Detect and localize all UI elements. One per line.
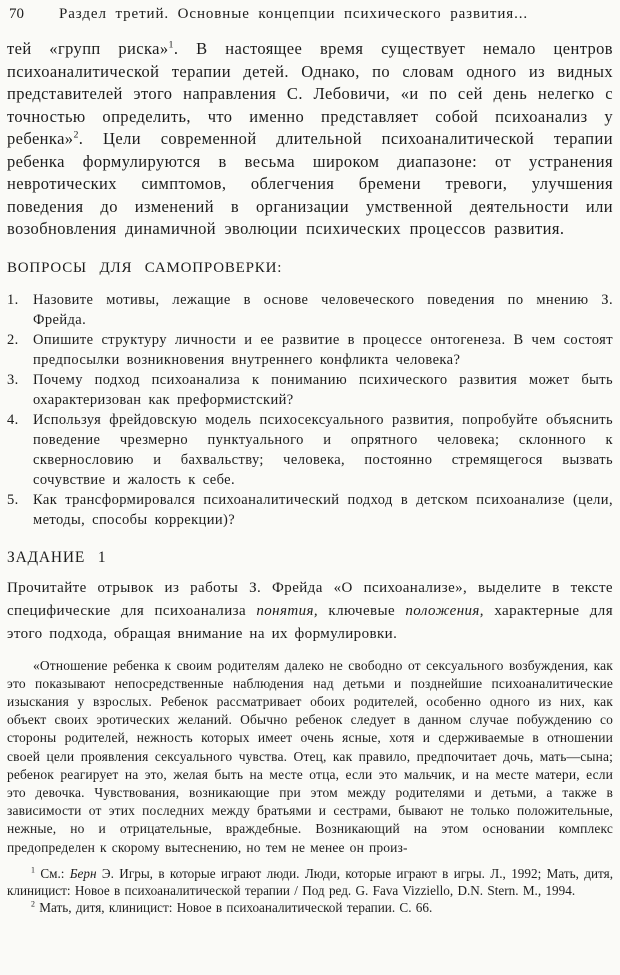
question-item <box>7 490 613 530</box>
question-text: Используя фрейдовскую модель психосексуального развития, попробуйте объяснить поведение чрезмерно пунктуального и опрятного человека; склонного к сквернословию и бахвальству; человека, постоянно стремящегося вызвать сочувствие и жалость к себе. <box>33 411 613 488</box>
question-text: Почему подход психоанализа к пониманию психического развития может быть охарактеризован как преформистский? <box>33 371 613 408</box>
freud-quote-paragraph: «Отношение ребенка к своим родителям далеко не свободно от сексуального возбуждения, как это показывают непосредственные наблюдения над детьми и позднейшие психоаналитические изыскания у взрослых. Ребенок рассматривает обоих родителей, особенно одного из них, как объект своих эротических желаний. Обычно ребенок следует в данном случае побуждению со стороны родителей, нежность которых имеет очень ясные, хотя и сдерживаемые в отношении своей цели проявления сексуального чувства. Отец, как правило, предпочитает дочь, мать—сына; ребенок реагирует на это, желая быть на месте отца, если это мальчик, и на месте матери, если это девочка. Чувствования, возникающие при этом между родителями и детьми, а также в зависимости от этих последних между братьями и сестрами, бывают не только положительные, нежные, но и отрицательные, враждебные. Возникающий на этом основании комплекс предопределен к скорому вытеснению, но тем не менее он произ- <box>7 657 613 855</box>
self-check-heading: ВОПРОСЫ ДЛЯ САМОПРОВЕРКИ: <box>7 259 283 276</box>
question-text: Назовите мотивы, лежащие в основе человеческого поведения по мнению З. Фрейда. <box>33 291 613 328</box>
footnote-2-text: Мать, дитя, клиницист: Новое в психоаналитической терапии. С. 66. <box>34 899 433 915</box>
question-item <box>7 410 613 490</box>
intro-paragraph <box>7 38 613 241</box>
task-heading: ЗАДАНИЕ 1 <box>7 548 107 566</box>
running-title: Раздел третий. Основные концепции психического развития... <box>59 6 529 22</box>
instruction-text-1: Прочитайте отрывок из работы З. Фрейда «О психоанализе», выделите в тексте специфические для психоанализа <box>7 579 613 619</box>
intro-text-2: . В настоящее время существует немало центров психоаналитической терапии детей. Однако, по словам одного из видных представителей этого направления С. Лебовичи, «и по сей день нелегко с точностью определить, что именно представляет собой психоанализ у ребенка» <box>7 39 613 148</box>
questions-list <box>7 290 613 530</box>
question-number: 1. <box>7 291 19 308</box>
footnotes-block <box>7 865 613 916</box>
instruction-text-2: ключевые <box>318 602 406 619</box>
question-number: 5. <box>7 491 19 508</box>
footnote-1-author: Берн <box>69 865 97 881</box>
question-item <box>7 330 613 370</box>
intro-text-1: тей «групп риска» <box>7 39 169 58</box>
footnote-marker-1: 1 <box>168 39 174 51</box>
question-number: 2. <box>7 331 19 348</box>
question-text: Опишите структуру личности и ее развитие в процессе онтогенеза. В чем состоят предпосылки возникновения внутреннего конфликта человека? <box>33 331 613 368</box>
question-item <box>7 290 613 330</box>
instruction-term-concepts: понятия, <box>256 602 319 619</box>
footnote-1-marker: 1 <box>31 865 35 875</box>
intro-text-3: . Цели современной длительной психоаналитической терапии ребенка формулируются в весьма широком диапазоне: от устранения невротических симптомов, облегчения бремени тревоги, улучшения поведения до изменений в организации умственной деятельности или возобновления динамичной эволюции психических процессов развития. <box>7 129 613 238</box>
footnote-marker-2: 2 <box>73 129 79 141</box>
footnote-1-text-2: Э. Игры, в которые играют люди. Люди, которые играют в игры. Л., 1992; Мать, дитя, клиницист: Новое в психоаналитической терапии / Под ред. G. Fava Vizziello, D.N. Stern. М., 1994. <box>7 865 613 898</box>
question-text: Как трансформировался психоаналитический подход в детском психоанализе (цели, методы, способы коррекции)? <box>33 491 613 528</box>
question-item <box>7 370 613 410</box>
instruction-text-3: характерные для этого подхода, обращая внимание на их формулировки. <box>7 602 613 642</box>
footnote-1 <box>7 865 613 899</box>
footnote-1-text-1: См.: <box>34 865 70 881</box>
instruction-term-theses: положения, <box>405 602 484 619</box>
page-number: 70 <box>9 6 24 22</box>
running-header <box>7 6 613 26</box>
question-number: 3. <box>7 371 19 388</box>
footnote-2-marker: 2 <box>31 899 35 909</box>
task-instruction <box>7 577 613 646</box>
question-number: 4. <box>7 411 19 428</box>
footnote-2 <box>7 899 613 916</box>
